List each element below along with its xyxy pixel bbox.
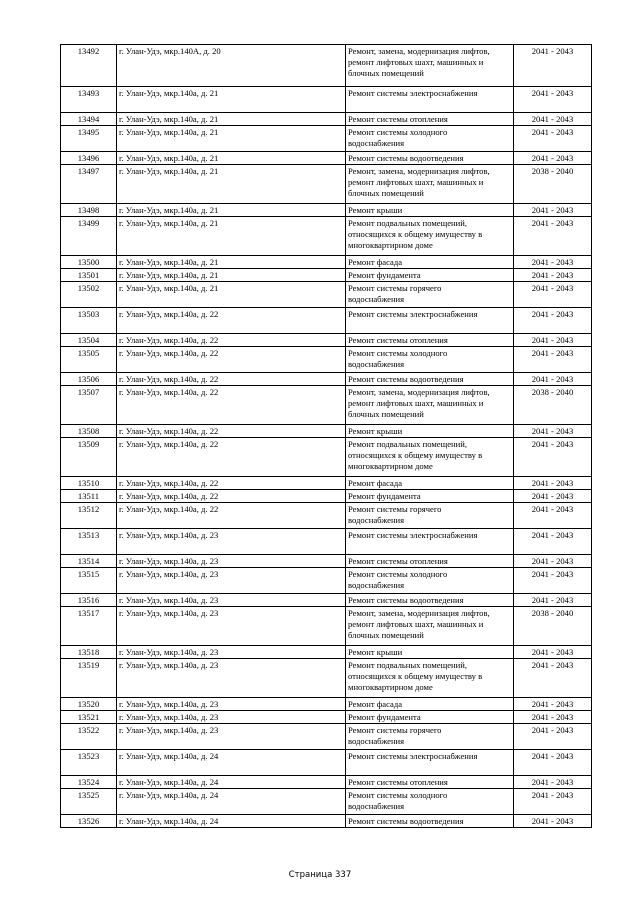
address-cell: г. Улан-Удэ, мкр.140а, д. 22: [117, 477, 346, 490]
work-type-cell: Ремонт подвальных помещений, относящихся к общему имуществу в многоквартирном доме: [346, 217, 514, 256]
period-cell: 2041 - 2043: [514, 269, 592, 282]
row-number: 13513: [61, 529, 117, 555]
address-cell: г. Улан-Удэ, мкр.140а, д. 23: [117, 659, 346, 698]
row-number: 13501: [61, 269, 117, 282]
table-row: [61, 646, 592, 659]
table-row: [61, 126, 592, 152]
table-row: [61, 165, 592, 204]
work-type-cell: Ремонт подвальных помещений, относящихся к общему имуществу в многоквартирном доме: [346, 659, 514, 698]
work-type-cell: Ремонт системы водоотведения: [346, 373, 514, 386]
address-cell: г. Улан-Удэ, мкр.140а, д. 22: [117, 490, 346, 503]
period-cell: 2041 - 2043: [514, 334, 592, 347]
table-row: [61, 607, 592, 646]
capital-repair-table: [60, 44, 592, 828]
work-type-cell: Ремонт системы холодного водоснабжения: [346, 347, 514, 373]
work-type-cell: Ремонт фасада: [346, 256, 514, 269]
work-type-cell: Ремонт системы отопления: [346, 113, 514, 126]
work-type-cell: Ремонт, замена, модернизация лифтов, ремонт лифтовых шахт, машинных и блочных помещений: [346, 45, 514, 87]
table-row: [61, 568, 592, 594]
period-cell: 2041 - 2043: [514, 308, 592, 334]
period-cell: 2041 - 2043: [514, 750, 592, 776]
address-cell: г. Улан-Удэ, мкр.140а, д. 24: [117, 815, 346, 828]
work-type-cell: Ремонт фундамента: [346, 269, 514, 282]
period-cell: 2041 - 2043: [514, 490, 592, 503]
table-row: [61, 373, 592, 386]
work-type-cell: Ремонт системы отопления: [346, 776, 514, 789]
table-body: [61, 45, 592, 828]
table-row: [61, 282, 592, 308]
table-row: [61, 269, 592, 282]
address-cell: г. Улан-Удэ, мкр.140а, д. 24: [117, 750, 346, 776]
address-cell: г. Улан-Удэ, мкр.140а, д. 21: [117, 217, 346, 256]
table-row: [61, 152, 592, 165]
period-cell: 2041 - 2043: [514, 373, 592, 386]
work-type-cell: Ремонт крыши: [346, 646, 514, 659]
row-number: 13512: [61, 503, 117, 529]
address-cell: г. Улан-Удэ, мкр.140а, д. 24: [117, 776, 346, 789]
row-number: 13505: [61, 347, 117, 373]
period-cell: 2041 - 2043: [514, 425, 592, 438]
period-cell: 2041 - 2043: [514, 256, 592, 269]
period-cell: 2038 - 2040: [514, 607, 592, 646]
row-number: 13492: [61, 45, 117, 87]
address-cell: г. Улан-Удэ, мкр.140а, д. 23: [117, 698, 346, 711]
period-cell: 2041 - 2043: [514, 477, 592, 490]
address-cell: г. Улан-Удэ, мкр.140а, д. 23: [117, 594, 346, 607]
period-cell: 2041 - 2043: [514, 282, 592, 308]
row-number: 13504: [61, 334, 117, 347]
row-number: 13517: [61, 607, 117, 646]
address-cell: г. Улан-Удэ, мкр.140а, д. 23: [117, 529, 346, 555]
work-type-cell: Ремонт системы электроснабжения: [346, 308, 514, 334]
table-row: [61, 386, 592, 425]
table-row: [61, 256, 592, 269]
work-type-cell: Ремонт фундамента: [346, 711, 514, 724]
address-cell: г. Улан-Удэ, мкр.140а, д. 23: [117, 555, 346, 568]
period-cell: 2041 - 2043: [514, 217, 592, 256]
period-cell: 2041 - 2043: [514, 711, 592, 724]
work-type-cell: Ремонт фасада: [346, 477, 514, 490]
address-cell: г. Улан-Удэ, мкр.140А, д. 20: [117, 45, 346, 87]
table-row: [61, 217, 592, 256]
period-cell: 2041 - 2043: [514, 659, 592, 698]
period-cell: 2041 - 2043: [514, 204, 592, 217]
address-cell: г. Улан-Удэ, мкр.140а, д. 22: [117, 308, 346, 334]
address-cell: г. Улан-Удэ, мкр.140а, д. 21: [117, 165, 346, 204]
work-type-cell: Ремонт крыши: [346, 425, 514, 438]
period-cell: 2041 - 2043: [514, 594, 592, 607]
row-number: 13515: [61, 568, 117, 594]
page-footer: Страница 337: [288, 870, 352, 880]
table-row: [61, 438, 592, 477]
row-number: 13520: [61, 698, 117, 711]
work-type-cell: Ремонт системы водоотведения: [346, 815, 514, 828]
period-cell: 2041 - 2043: [514, 113, 592, 126]
row-number: 13499: [61, 217, 117, 256]
address-cell: г. Улан-Удэ, мкр.140а, д. 21: [117, 269, 346, 282]
period-cell: 2041 - 2043: [514, 789, 592, 815]
period-cell: 2041 - 2043: [514, 438, 592, 477]
address-cell: г. Улан-Удэ, мкр.140а, д. 22: [117, 438, 346, 477]
address-cell: г. Улан-Удэ, мкр.140а, д. 23: [117, 607, 346, 646]
address-cell: г. Улан-Удэ, мкр.140а, д. 23: [117, 568, 346, 594]
work-type-cell: Ремонт системы горячего водоснабжения: [346, 724, 514, 750]
address-cell: г. Улан-Удэ, мкр.140а, д. 22: [117, 386, 346, 425]
address-cell: г. Улан-Удэ, мкр.140а, д. 23: [117, 711, 346, 724]
period-cell: 2041 - 2043: [514, 568, 592, 594]
address-cell: г. Улан-Удэ, мкр.140а, д. 23: [117, 646, 346, 659]
row-number: 13524: [61, 776, 117, 789]
address-cell: г. Улан-Удэ, мкр.140а, д. 22: [117, 373, 346, 386]
work-type-cell: Ремонт системы горячего водоснабжения: [346, 282, 514, 308]
row-number: 13493: [61, 87, 117, 113]
work-type-cell: Ремонт, замена, модернизация лифтов, ремонт лифтовых шахт, машинных и блочных помещений: [346, 607, 514, 646]
table-row: [61, 555, 592, 568]
work-type-cell: Ремонт, замена, модернизация лифтов, ремонт лифтовых шахт, машинных и блочных помещений: [346, 165, 514, 204]
work-type-cell: Ремонт системы электроснабжения: [346, 87, 514, 113]
row-number: 13509: [61, 438, 117, 477]
table-row: [61, 45, 592, 87]
table-row: [61, 204, 592, 217]
address-cell: г. Улан-Удэ, мкр.140а, д. 22: [117, 503, 346, 529]
period-cell: 2041 - 2043: [514, 503, 592, 529]
address-cell: г. Улан-Удэ, мкр.140а, д. 21: [117, 204, 346, 217]
table-row: [61, 490, 592, 503]
address-cell: г. Улан-Удэ, мкр.140а, д. 22: [117, 334, 346, 347]
row-number: 13497: [61, 165, 117, 204]
table-row: [61, 334, 592, 347]
period-cell: 2041 - 2043: [514, 152, 592, 165]
period-cell: 2041 - 2043: [514, 45, 592, 87]
table-row: [61, 711, 592, 724]
period-cell: 2041 - 2043: [514, 776, 592, 789]
period-cell: 2038 - 2040: [514, 386, 592, 425]
period-cell: 2041 - 2043: [514, 646, 592, 659]
table-row: [61, 347, 592, 373]
address-cell: г. Улан-Удэ, мкр.140а, д. 22: [117, 347, 346, 373]
period-cell: 2041 - 2043: [514, 815, 592, 828]
row-number: 13500: [61, 256, 117, 269]
row-number: 13506: [61, 373, 117, 386]
table-row: [61, 815, 592, 828]
period-cell: 2041 - 2043: [514, 555, 592, 568]
work-type-cell: Ремонт системы отопления: [346, 555, 514, 568]
table-row: [61, 659, 592, 698]
work-type-cell: Ремонт подвальных помещений, относящихся к общему имуществу в многоквартирном доме: [346, 438, 514, 477]
row-number: 13523: [61, 750, 117, 776]
table-row: [61, 724, 592, 750]
period-cell: 2041 - 2043: [514, 698, 592, 711]
address-cell: г. Улан-Удэ, мкр.140а, д. 21: [117, 152, 346, 165]
work-type-cell: Ремонт системы холодного водоснабжения: [346, 568, 514, 594]
work-type-cell: Ремонт системы отопления: [346, 334, 514, 347]
period-cell: 2038 - 2040: [514, 165, 592, 204]
work-type-cell: Ремонт системы электроснабжения: [346, 529, 514, 555]
row-number: 13522: [61, 724, 117, 750]
period-cell: 2041 - 2043: [514, 529, 592, 555]
table-row: [61, 87, 592, 113]
row-number: 13507: [61, 386, 117, 425]
work-type-cell: Ремонт системы электроснабжения: [346, 750, 514, 776]
work-type-cell: Ремонт системы водоотведения: [346, 152, 514, 165]
address-cell: г. Улан-Удэ, мкр.140а, д. 24: [117, 789, 346, 815]
address-cell: г. Улан-Удэ, мкр.140а, д. 22: [117, 425, 346, 438]
work-type-cell: Ремонт системы горячего водоснабжения: [346, 503, 514, 529]
work-type-cell: Ремонт системы холодного водоснабжения: [346, 789, 514, 815]
row-number: 13514: [61, 555, 117, 568]
row-number: 13516: [61, 594, 117, 607]
address-cell: г. Улан-Удэ, мкр.140а, д. 21: [117, 113, 346, 126]
table-row: [61, 594, 592, 607]
work-type-cell: Ремонт системы холодного водоснабжения: [346, 126, 514, 152]
row-number: 13521: [61, 711, 117, 724]
table-row: [61, 503, 592, 529]
period-cell: 2041 - 2043: [514, 87, 592, 113]
row-number: 13498: [61, 204, 117, 217]
work-type-cell: Ремонт, замена, модернизация лифтов, ремонт лифтовых шахт, машинных и блочных помещений: [346, 386, 514, 425]
address-cell: г. Улан-Удэ, мкр.140а, д. 21: [117, 256, 346, 269]
row-number: 13508: [61, 425, 117, 438]
table-row: [61, 529, 592, 555]
work-type-cell: Ремонт системы водоотведения: [346, 594, 514, 607]
table-row: [61, 425, 592, 438]
period-cell: 2041 - 2043: [514, 724, 592, 750]
row-number: 13519: [61, 659, 117, 698]
row-number: 13494: [61, 113, 117, 126]
table-row: [61, 789, 592, 815]
work-type-cell: Ремонт фундамента: [346, 490, 514, 503]
period-cell: 2041 - 2043: [514, 347, 592, 373]
row-number: 13496: [61, 152, 117, 165]
row-number: 13526: [61, 815, 117, 828]
address-cell: г. Улан-Удэ, мкр.140а, д. 21: [117, 87, 346, 113]
address-cell: г. Улан-Удэ, мкр.140а, д. 21: [117, 282, 346, 308]
work-type-cell: Ремонт крыши: [346, 204, 514, 217]
row-number: 13518: [61, 646, 117, 659]
table-row: [61, 308, 592, 334]
row-number: 13511: [61, 490, 117, 503]
row-number: 13502: [61, 282, 117, 308]
address-cell: г. Улан-Удэ, мкр.140а, д. 21: [117, 126, 346, 152]
table-row: [61, 776, 592, 789]
row-number: 13510: [61, 477, 117, 490]
table-row: [61, 750, 592, 776]
period-cell: 2041 - 2043: [514, 126, 592, 152]
work-type-cell: Ремонт фасада: [346, 698, 514, 711]
table-row: [61, 477, 592, 490]
row-number: 13503: [61, 308, 117, 334]
table-row: [61, 698, 592, 711]
address-cell: г. Улан-Удэ, мкр.140а, д. 23: [117, 724, 346, 750]
row-number: 13495: [61, 126, 117, 152]
table-row: [61, 113, 592, 126]
row-number: 13525: [61, 789, 117, 815]
